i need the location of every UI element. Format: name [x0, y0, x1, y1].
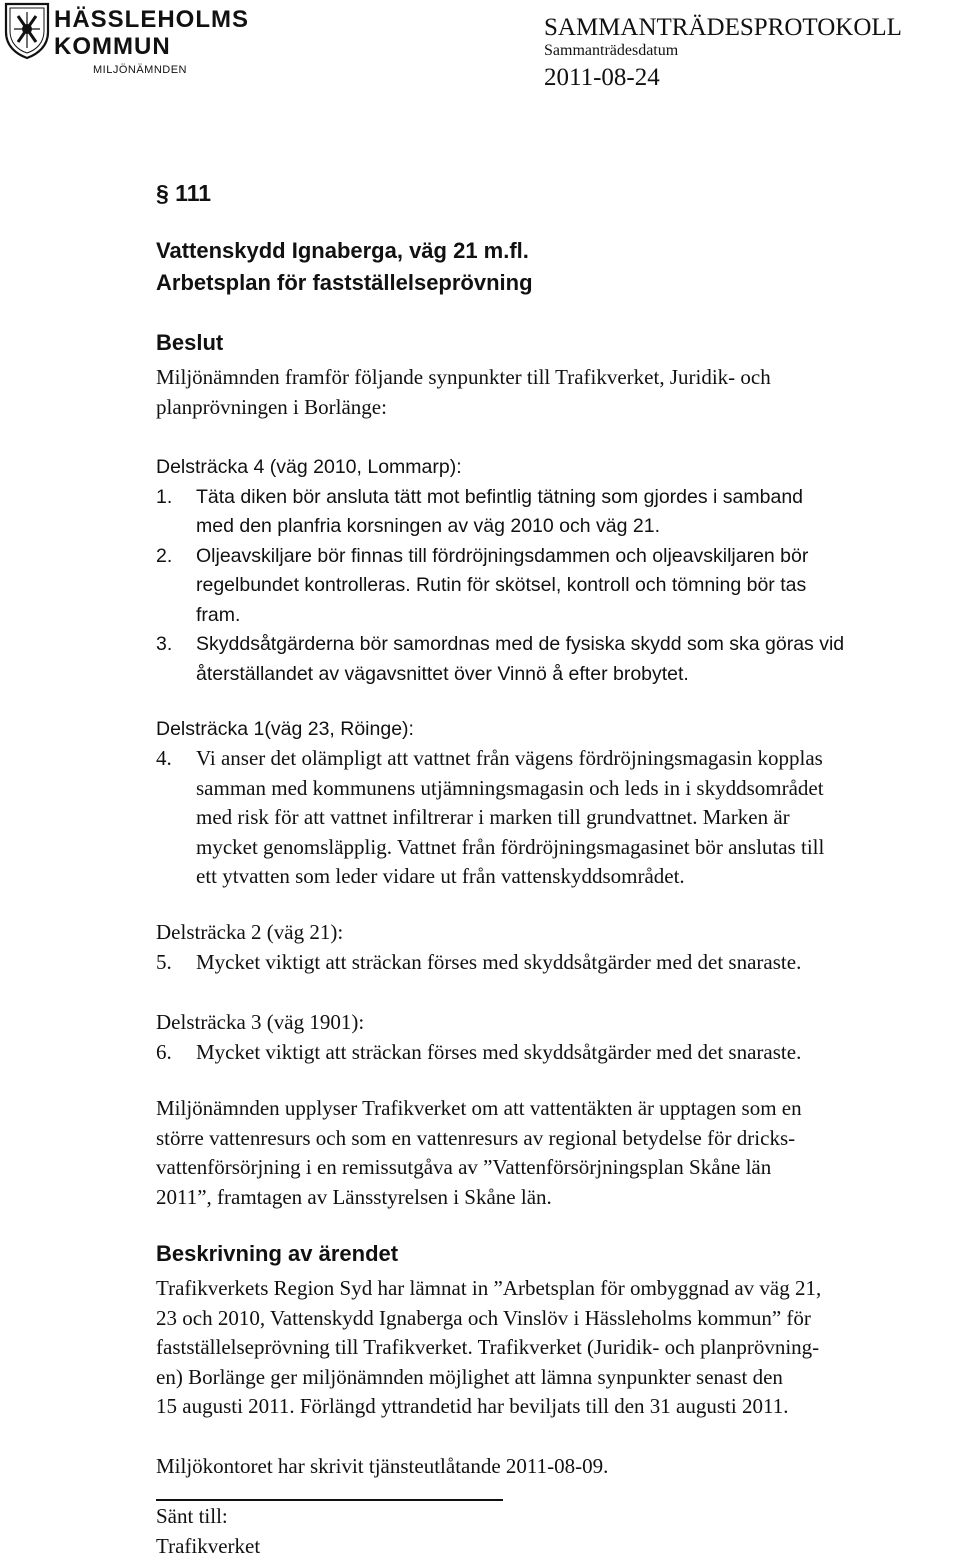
stretch-2-label: Delsträcka 2 (väg 21): — [156, 920, 344, 944]
org-department: MILJÖNÄMNDEN — [93, 64, 188, 76]
list-item-2 — [156, 542, 844, 572]
decision-intro — [156, 363, 771, 422]
list-item-1 — [156, 483, 844, 513]
stretch-1-label: Delsträcka 1(väg 23, Röinge): — [156, 718, 414, 740]
list-item-3 — [156, 630, 844, 660]
section-title-line2: Arbetsplan för fastställelseprövning — [156, 270, 533, 295]
stretch-3-block — [156, 1008, 801, 1067]
item-text: Mycket viktigt att sträckan förses med skyddsåtgärder med det snaraste. — [196, 1039, 802, 1064]
description-line: 23 och 2010, Vattenskydd Ignaberga och Vinslöv i Hässleholms kommun” för — [156, 1305, 811, 1330]
section-number: § 111 — [156, 180, 212, 206]
item-text-cont: fram. — [196, 603, 241, 626]
item-number: 5. — [156, 949, 172, 974]
item-text-cont: ett ytvatten som leder vidare ut från vattenskyddsområdet. — [196, 864, 685, 888]
item-text: Mycket viktigt att sträckan förses med skyddsåtgärder med det snaraste. — [196, 949, 802, 974]
meeting-date-label: Sammanträdesdatum — [544, 42, 679, 59]
document-type: SAMMANTRÄDESPROTOKOLL — [544, 14, 902, 41]
footer-divider — [156, 1499, 503, 1501]
statement-line: Miljökontoret har skrivit tjänsteutlåtande 2011-08-09. — [156, 1454, 609, 1478]
item-text: Skyddsåtgärderna bör samordnas med de fysiska skydd som ska göras vid — [196, 633, 845, 655]
closing-line: 2011”, framtagen av Länsstyrelsen i Skåne län. — [156, 1184, 552, 1209]
closing-paragraph — [156, 1094, 802, 1212]
meeting-date: 2011-08-24 — [544, 64, 660, 91]
item-text: Täta diken bör ansluta tätt mot befintlig tätning som gjordes i samband — [196, 485, 804, 508]
decision-heading: Beslut — [156, 330, 224, 355]
stretch-2-block — [156, 918, 801, 977]
item-number: 1. — [156, 485, 173, 508]
stretch-3-label: Delsträcka 3 (väg 1901): — [156, 1010, 365, 1034]
stretch-4-block — [156, 453, 844, 689]
intro-line: planprövningen i Borlänge: — [156, 394, 387, 419]
description-line: en) Borlänge ger miljönämnden möjlighet att lämna synpunkter senast den — [156, 1364, 783, 1389]
item-text-cont: med risk för att vattnet infiltrerar i marken till grundvattnet. Marken är — [196, 805, 790, 829]
municipal-crest-icon — [4, 2, 50, 60]
stretch-4-label: Delsträcka 4 (väg 2010, Lommarp): — [156, 456, 462, 478]
sent-to-label: Sänt till: — [156, 1504, 228, 1528]
description-paragraph — [156, 1274, 821, 1422]
org-name-line2: KOMMUN — [54, 33, 171, 60]
item-text-cont: samman med kommunens utjämningsmagasin och leds in i skyddsområdet — [196, 775, 824, 800]
closing-line: vattenförsörjning i en remissutgåva av ”Vattenförsörjningsplan Skåne län — [156, 1155, 772, 1179]
description-line: fastställelseprövning till Trafikverket. Trafikverket (Juridik- och planprövning- — [156, 1335, 820, 1359]
recipient: Trafikverket — [156, 1533, 261, 1558]
org-name-line1: HÄSSLEHOLMS — [54, 6, 250, 33]
item-number: 3. — [156, 633, 173, 655]
item-number: 6. — [156, 1039, 172, 1064]
item-text-cont: regelbundet kontrolleras. Rutin för skötsel, kontroll och tömning bör tas — [196, 574, 807, 596]
description-heading: Beskrivning av ärendet — [156, 1241, 399, 1266]
item-number: 4. — [156, 746, 172, 770]
item-text: Vi anser det olämpligt att vattnet från vägens fördröjningsmagasin kopplas — [196, 746, 823, 770]
intro-line: Miljönämnden framför följande synpunkter till Trafikverket, Juridik- och — [156, 365, 771, 389]
description-line: Trafikverkets Region Syd har lämnat in ”Arbetsplan för ombyggnad av väg 21, — [156, 1276, 822, 1300]
item-text-cont: mycket genomsläpplig. Vattnet från fördröjningsmagasinet bör anslutas till — [196, 834, 825, 859]
closing-line: Miljönämnden upplyser Trafikverket om att vattentäkten är upptagen som en — [156, 1096, 802, 1120]
description-line: 15 augusti 2011. Förlängd yttrandetid har beviljats till den 31 augusti 2011. — [156, 1394, 789, 1418]
list-item-6 — [156, 1038, 801, 1068]
item-text-cont: återställandet av vägavsnittet över Vinnö å efter brobytet. — [196, 662, 689, 685]
closing-line: större vattenresurs och som en vattenresurs av regional betydelse för dricks- — [156, 1125, 796, 1150]
item-text-cont: med den planfria korsningen av väg 2010 och väg 21. — [196, 515, 660, 537]
section-title-line1: Vattenskydd Ignaberga, väg 21 m.fl. — [156, 238, 529, 263]
distribution-block — [156, 1502, 260, 1561]
item-text: Oljeavskiljare bör finnas till fördröjningsdammen och oljeavskiljaren bör — [196, 544, 809, 567]
item-number: 2. — [156, 544, 173, 567]
list-item-4 — [156, 744, 824, 892]
list-item-5 — [156, 948, 801, 978]
